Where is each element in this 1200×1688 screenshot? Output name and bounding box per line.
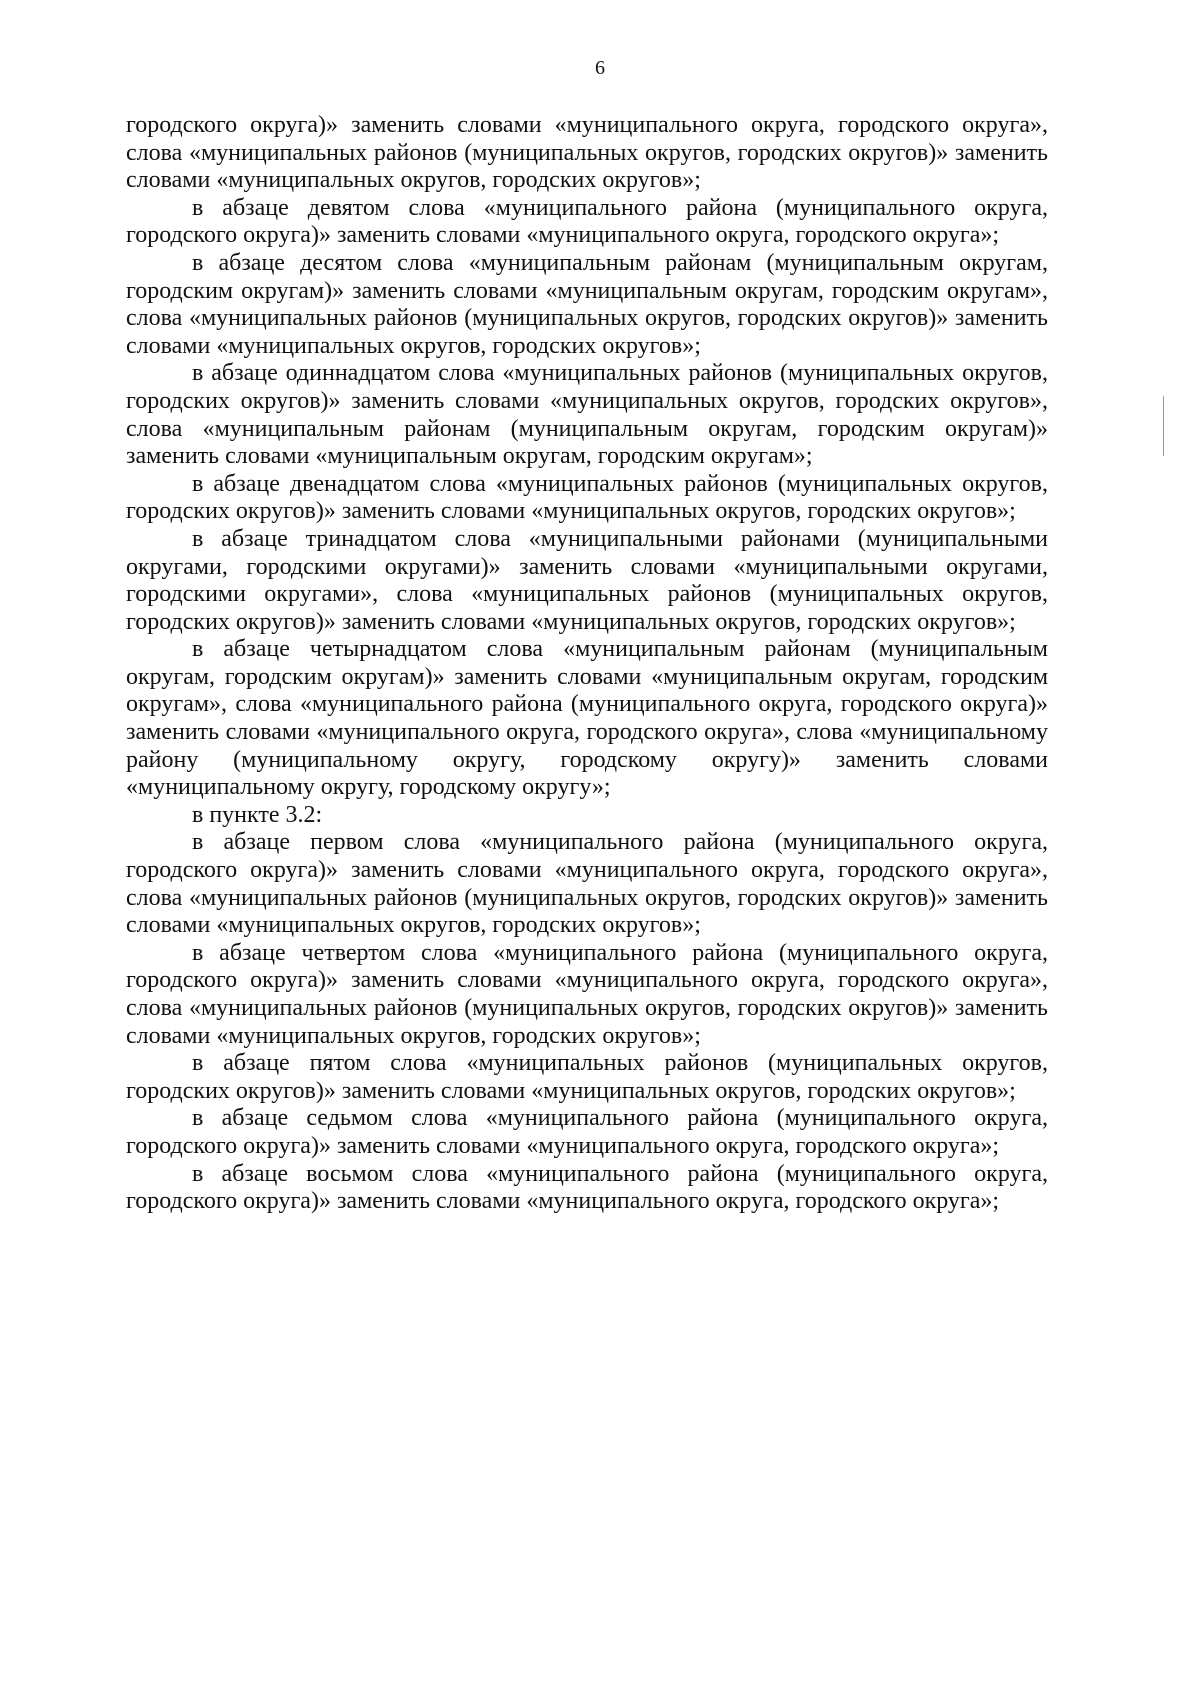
scan-margin-mark [1163,396,1164,456]
paragraph: в абзаце двенадцатом слова «муниципальных районов (муниципальных округов, городских округов)» заменить словами «муниципальных округов, городских округов»; [126,470,1048,525]
paragraph: городского округа)» заменить словами «муниципального округа, городского округа», слова «муниципальных районов (муниципальных округов, городских округов)» заменить словами «муниципальных округов, городских округов»; [126,112,1048,194]
paragraph: в абзаце четвертом слова «муниципального района (муниципального округа, городского округа)» заменить словами «муниципального округа, городского округа», слова «муниципальных районов (муниципальных округов, городских округов)» заменить словами «муниципальных округов, городских округов»; [126,939,1048,1049]
paragraph: в абзаце седьмом слова «муниципального района (муниципального округа, городского округа)» заменить словами «муниципального округа, городского округа»; [126,1105,1048,1159]
paragraph: в абзаце тринадцатом слова «муниципальными районами (муниципальными округами, городскими округами)» заменить словами «муниципальными округами, городскими округами», слова «муниципальных районов (муниципальных округов, городских округов)» заменить словами «муниципальных округов, городских округов»; [126,525,1048,635]
paragraph: в абзаце пятом слова «муниципальных районов (муниципальных округов, городских округов)» заменить словами «муниципальных округов, городских округов»; [126,1050,1048,1104]
page-number: 6 [595,57,605,79]
document-body [126,112,1048,1216]
paragraph: в абзаце первом слова «муниципального района (муниципального округа, городского округа)» заменить словами «муниципального округа, городского округа», слова «муниципальных районов (муниципальных округов, городских округов)» заменить словами «муниципальных округов, городских округов»; [126,829,1048,939]
paragraph: в абзаце девятом слова «муниципального района (муниципального округа, городского округа)» заменить словами «муниципального округа, городского округа»; [126,194,1048,249]
paragraph: в абзаце одиннадцатом слова «муниципальных районов (муниципальных округов, городских округов)» заменить словами «муниципальных округов, городских округов», слова «муниципальным районам (муниципальным округам, городским округам)» заменить словами «муниципальным округам, городским округам»; [126,360,1048,470]
paragraph: в пункте 3.2: [192,801,323,828]
paragraph: в абзаце десятом слова «муниципальным районам (муниципальным округам, городским округам)» заменить словами «муниципальным округам, городским округам», слова «муниципальных районов (муниципальных округов, городских округов)» заменить словами «муниципальных округов, городских округов»; [126,249,1048,359]
paragraph: в абзаце восьмом слова «муниципального района (муниципального округа, городского округа)» заменить словами «муниципального округа, городского округа»; [126,1160,1048,1215]
paragraph: в абзаце четырнадцатом слова «муниципальным районам (муниципальным округам, городским округам)» заменить словами «муниципальным округам, городским округам», слова «муниципального района (муниципального округа, городского округа)» заменить словами «муниципального округа, городского округа», слова «муниципальному району (муниципальному округу, городскому округу)» заменить словами «муниципальному округу, городскому округу»; [126,636,1048,801]
